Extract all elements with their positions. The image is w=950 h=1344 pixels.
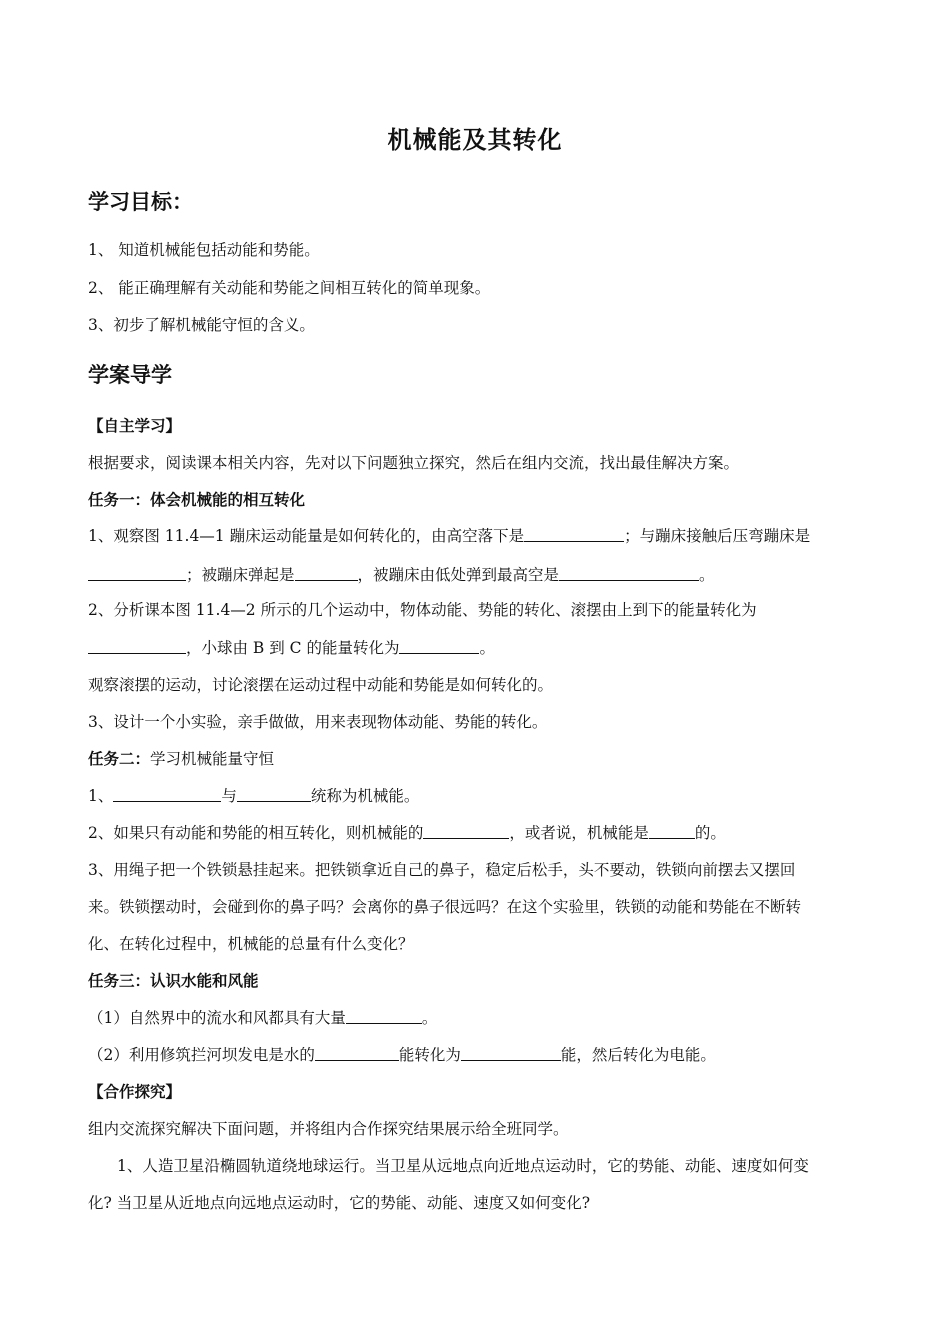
task1-q1-text-b: ；与蹦床接触后压弯蹦床是 [624,527,811,545]
self-study-heading: 【自主学习】 [88,416,182,435]
task2-q3-line1: 3、用绳子把一个铁锁悬挂起来。把铁锁拿近自己的鼻子，稳定后松手，头不要动，铁锁向前摆去又摆回 [88,861,796,879]
task3-q2-text-c: 能，然后转化为电能。 [560,1046,716,1064]
objective-item-3: 3、初步了解机械能守恒的含义。 [88,316,315,334]
task2-q1-text-c: 统称为机械能。 [310,787,420,805]
task1-observation: 观察滚摆的运动，讨论滚摆在运动过程中动能和势能是如何转化的。 [88,676,554,694]
answer-blank[interactable] [559,565,699,581]
task2-q1 [88,784,878,806]
answer-blank[interactable] [423,823,509,839]
task3-q2-text-b: 能转化为 [398,1046,461,1064]
task1-q2-line2 [88,636,878,658]
task3-q1-text-a: （1）自然界中的流水和风都具有大量 [88,1009,346,1027]
coop-intro: 组内交流探究解决下面问题，并将组内合作探究结果展示给全班同学。 [88,1120,569,1138]
task3-heading: 任务三：认识水能和风能 [88,971,259,990]
task2-q2-text-b: ，或者说，机械能是 [509,824,649,842]
task2-q1-text-b: 与 [221,787,237,805]
coop-heading: 【合作探究】 [88,1082,182,1101]
task1-q2-text-c: 。 [479,639,495,657]
task1-q1-text-e: 。 [699,566,715,584]
task1-q1-text-d: ，被蹦床由低处弹到最高空是 [357,566,560,584]
answer-blank[interactable] [88,638,186,654]
task2-heading-rest: 学习机械能量守恒 [150,750,275,768]
coop-q1-line2: 化? 当卫星从近地点向远地点运动时，它的势能、动能、速度又如何变化? [88,1194,591,1212]
task1-q1-text-c: ；被蹦床弹起是 [186,566,295,584]
task3-q1-text-b: 。 [421,1009,438,1027]
task2-q2-text-a: 2、如果只有动能和势能的相互转化，则机械能的 [88,824,424,842]
task2-q2-text-c: 的。 [694,824,726,842]
task2-heading-bold: 任务二： [88,749,151,768]
answer-blank[interactable] [524,526,624,542]
task3-q2-text-a: （2）利用修筑拦河坝发电是水的 [88,1046,315,1064]
objective-item-2: 2、 能正确理解有关动能和势能之间相互转化的简单现象。 [88,279,491,297]
answer-blank[interactable] [649,823,695,839]
task1-q2-text-b: ，小球由 B 到 C 的能量转化为 [186,639,400,657]
answer-blank[interactable] [315,1045,399,1061]
task3-q1 [88,1006,878,1028]
task1-q3: 3、设计一个小实验，亲手做做，用来表现物体动能、势能的转化。 [88,713,548,731]
task2-q3-line3: 化、在转化过程中，机械能的总量有什么变化？ [88,935,414,953]
task3-q2 [88,1043,878,1065]
task2-q1-text-a: 1、 [88,787,114,805]
guide-heading: 学案导学 [88,362,172,387]
answer-blank[interactable] [295,565,358,581]
document-title: 机械能及其转化 [387,125,563,154]
task2-q3-line2: 来。铁锁摆动时，会碰到你的鼻子吗？会离你的鼻子很远吗？在这个实验里，铁锁的动能和势能在不断转 [88,898,802,916]
task1-q1-line1 [88,524,878,546]
answer-blank[interactable] [399,638,479,654]
answer-blank[interactable] [237,786,311,802]
task1-heading: 任务一：体会机械能的相互转化 [88,490,306,509]
task1-q2-line1: 2、分析课本图 11.4—2 所示的几个运动中，物体动能、势能的转化、滚摆由上到下的能量转化为 [88,601,757,619]
answer-blank[interactable] [88,565,186,581]
answer-blank[interactable] [346,1008,422,1024]
objectives-heading: 学习目标： [88,189,193,214]
objective-item-1: 1、 知道机械能包括动能和势能。 [88,241,320,259]
task2-q2 [88,821,878,843]
self-study-intro: 根据要求，阅读课本相关内容，先对以下问题独立探究，然后在组内交流，找出最佳解决方案。 [88,454,740,472]
coop-q1-line1: 1、人造卫星沿椭圆轨道绕地球运行。当卫星从远地点向近地点运动时，它的势能、动能、速度如何变 [117,1157,809,1175]
task1-q1-text-a: 1、观察图 11.4—1 蹦床运动能量是如何转化的，由高空落下是 [88,527,525,545]
task2-heading [88,747,878,769]
answer-blank[interactable] [113,786,221,802]
answer-blank[interactable] [461,1045,561,1061]
task1-q1-line2 [88,563,878,585]
